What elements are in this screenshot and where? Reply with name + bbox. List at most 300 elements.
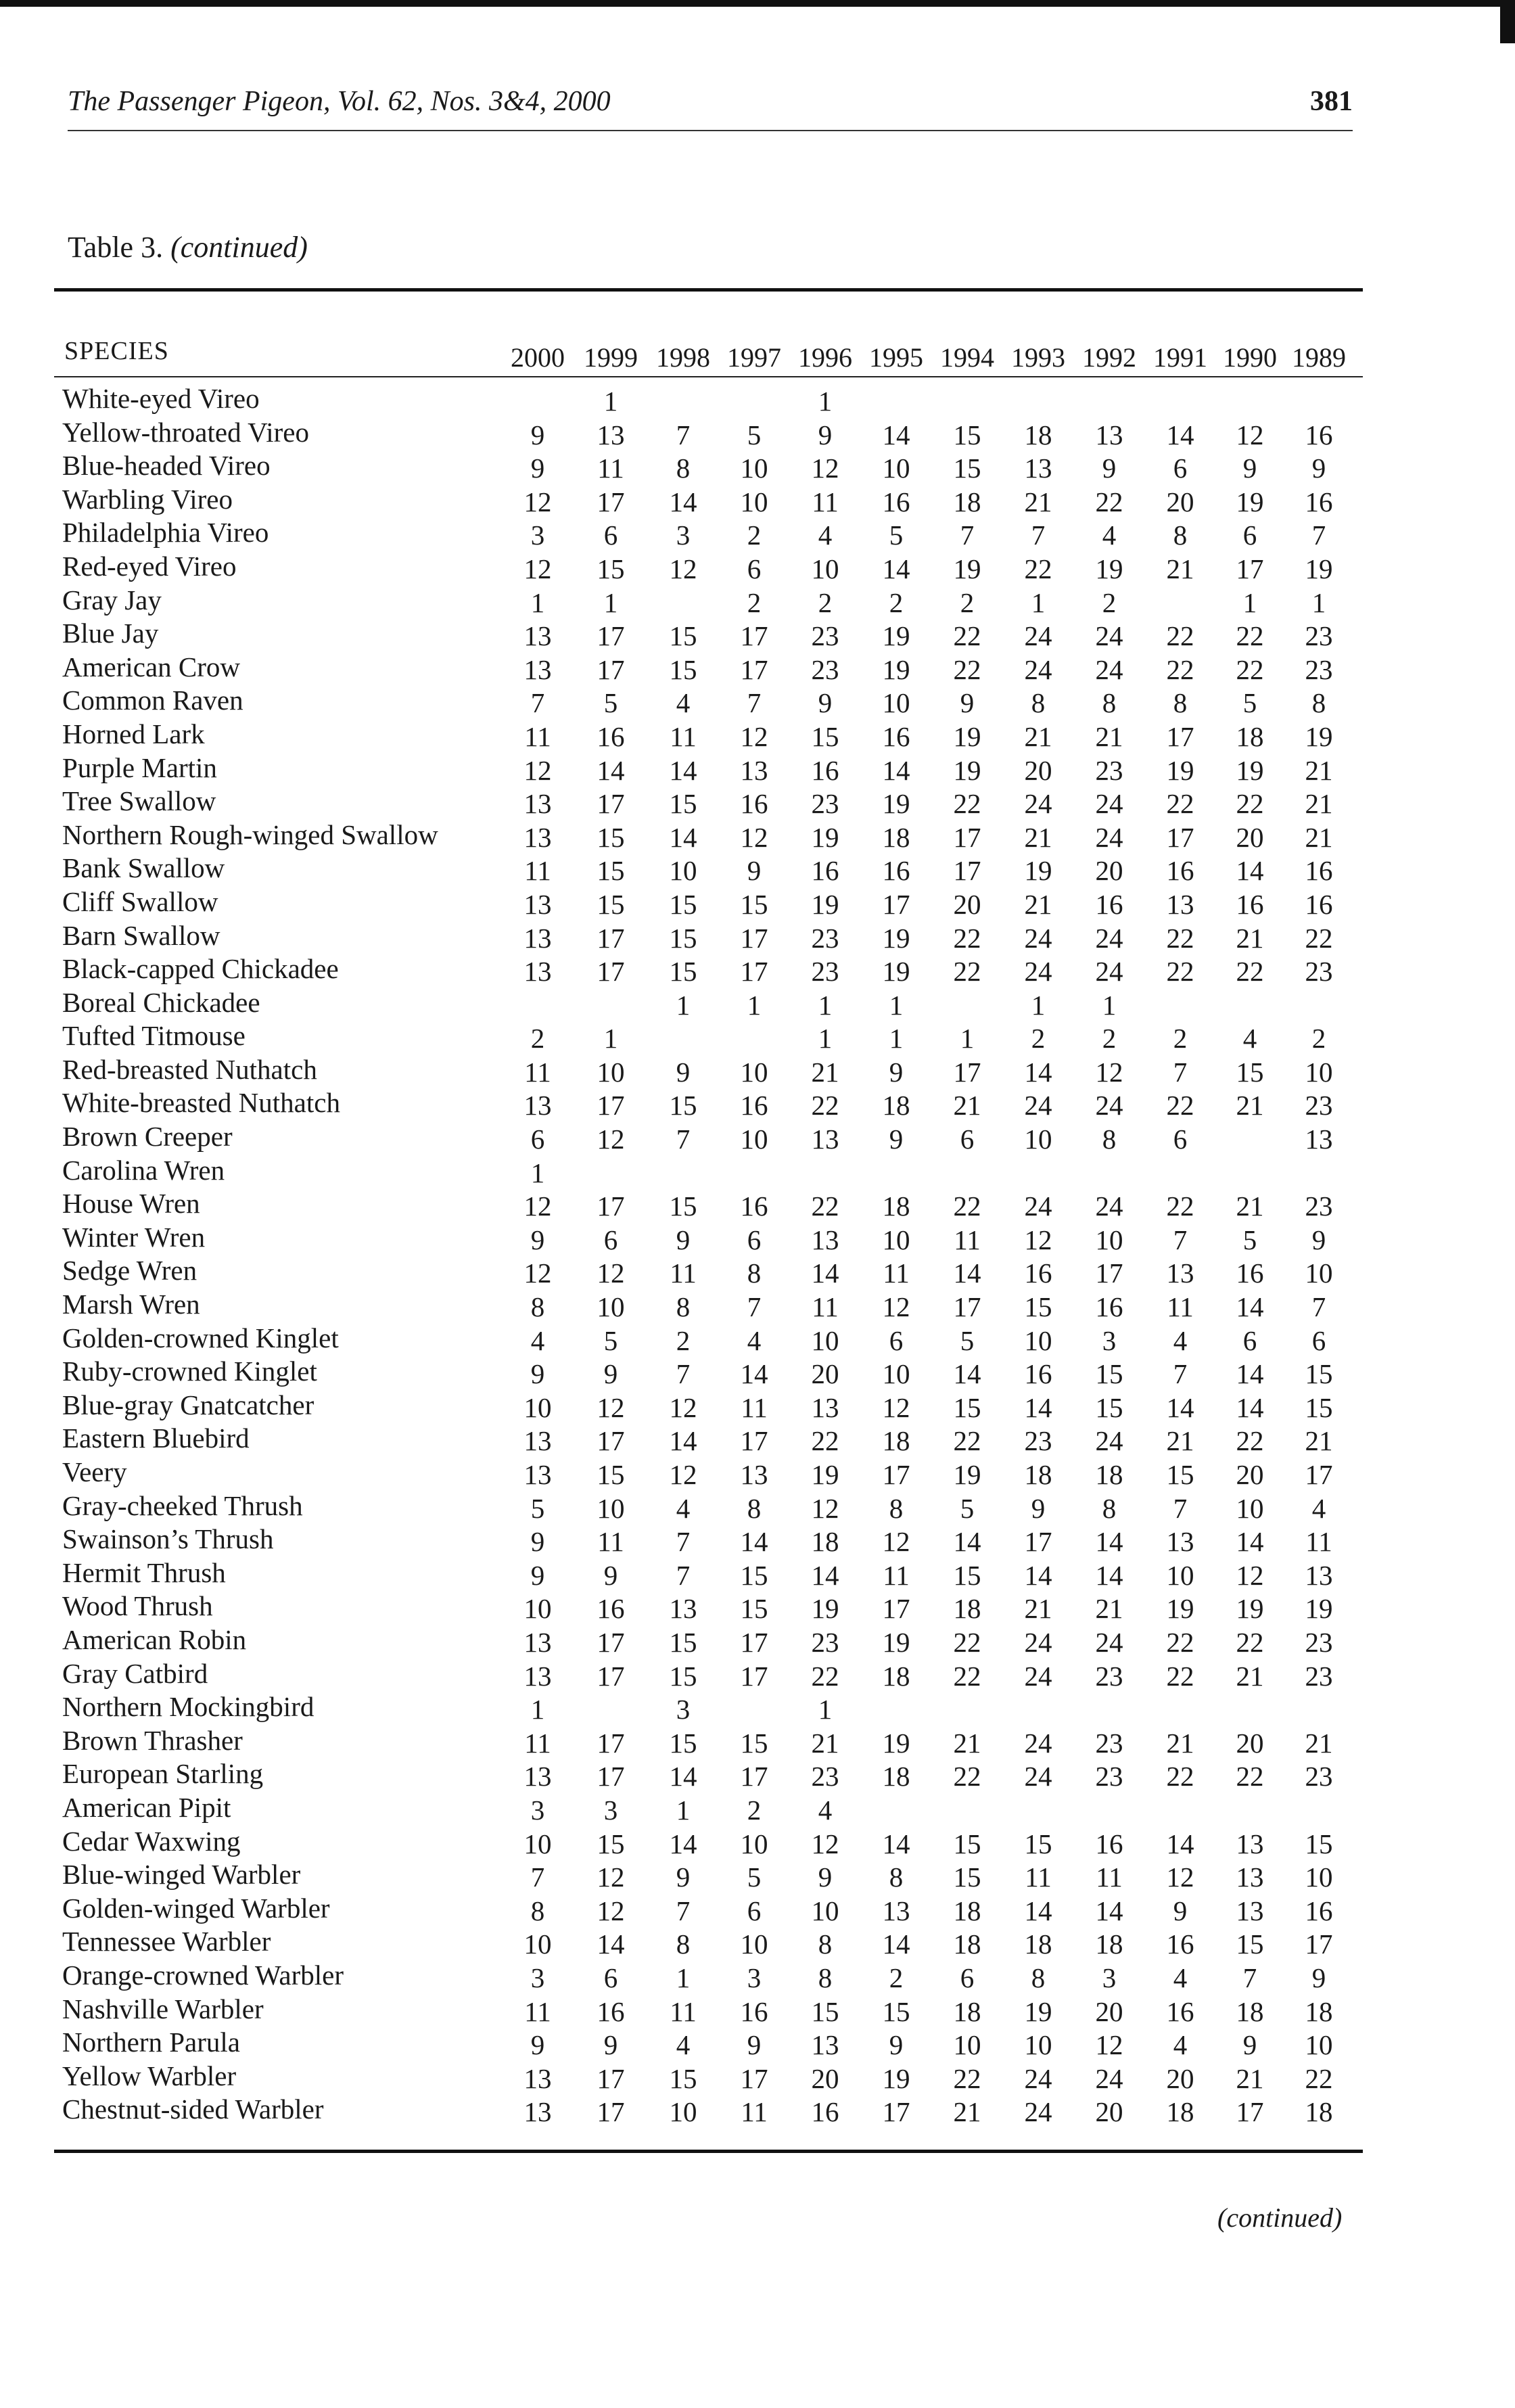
count-cell: 17 — [953, 855, 981, 887]
count-cell: 12 — [523, 1257, 552, 1289]
year-header: 1990 — [1223, 342, 1277, 373]
count-cell: 23 — [1305, 653, 1333, 685]
count-cell: 9 — [818, 1861, 833, 1893]
species-name: White-eyed Vireo — [62, 383, 260, 414]
count-cell: 14 — [1236, 855, 1264, 887]
count-cell: 21 — [1095, 720, 1123, 752]
count-cell: 3 — [603, 1794, 618, 1826]
count-cell: 15 — [953, 1861, 981, 1893]
table-row — [54, 1657, 1363, 1691]
table-row — [54, 818, 1363, 852]
count-cell: 14 — [1166, 1391, 1194, 1423]
count-cell: 9 — [1311, 453, 1326, 484]
count-cell: 19 — [882, 1626, 910, 1658]
count-cell: 22 — [811, 1425, 839, 1457]
table-row — [54, 1959, 1363, 1993]
count-cell: 16 — [1305, 419, 1333, 450]
count-cell: 14 — [882, 419, 910, 450]
count-cell: 22 — [1166, 1660, 1194, 1692]
species-name: Blue-winged Warbler — [62, 1859, 301, 1891]
count-cell: 5 — [603, 1324, 618, 1356]
count-cell: 14 — [1095, 1526, 1123, 1558]
table-row — [54, 1590, 1363, 1623]
count-cell: 7 — [1242, 1962, 1257, 1993]
count-cell: 24 — [1024, 1660, 1052, 1692]
count-cell: 4 — [676, 1492, 691, 1524]
count-cell: 18 — [1095, 1928, 1123, 1960]
table-row — [54, 1489, 1363, 1523]
count-cell: 2 — [1173, 1023, 1188, 1055]
count-cell: 16 — [1236, 1257, 1264, 1289]
count-cell: 10 — [882, 1224, 910, 1255]
count-cell: 18 — [882, 1425, 910, 1457]
count-cell: 20 — [1236, 1459, 1264, 1490]
count-cell: 2 — [1311, 1023, 1326, 1055]
count-cell: 16 — [811, 855, 839, 887]
count-cell: 15 — [811, 1995, 839, 2027]
journal-title: The Passenger Pigeon, Vol. 62, Nos. 3&4, 2000 — [68, 86, 611, 117]
species-name: Blue-gray Gnatcatcher — [62, 1389, 314, 1420]
count-cell: 22 — [953, 1660, 981, 1692]
species-name: Nashville Warbler — [62, 1993, 264, 2024]
count-cell: 9 — [530, 1526, 545, 1558]
count-cell: 20 — [1095, 1995, 1123, 2027]
count-cell: 18 — [953, 486, 981, 517]
count-cell: 10 — [740, 453, 768, 484]
count-cell: 23 — [1305, 1660, 1333, 1692]
table-row — [54, 1019, 1363, 1053]
count-cell: 2 — [747, 1794, 762, 1826]
table-row — [54, 483, 1363, 517]
count-cell: 23 — [811, 653, 839, 685]
species-name: Barn Swallow — [62, 919, 220, 951]
count-cell: 23 — [811, 1626, 839, 1658]
count-cell: 18 — [882, 821, 910, 853]
table-caption — [68, 230, 308, 264]
table-row — [54, 1791, 1363, 1825]
year-header: 1989 — [1292, 342, 1346, 373]
count-cell: 11 — [524, 720, 551, 752]
count-cell: 4 — [747, 1324, 762, 1356]
count-cell: 5 — [960, 1492, 975, 1524]
count-cell: 22 — [1236, 1761, 1264, 1792]
table-row — [54, 1757, 1363, 1791]
count-cell: 9 — [603, 1559, 618, 1591]
count-cell: 24 — [1095, 1190, 1123, 1222]
count-cell: 12 — [1024, 1224, 1052, 1255]
count-cell: 19 — [811, 1593, 839, 1625]
count-cell: 17 — [597, 1727, 625, 1759]
count-cell: 5 — [747, 419, 762, 450]
count-cell: 16 — [1024, 1358, 1052, 1390]
count-cell: 12 — [882, 1291, 910, 1323]
count-cell: 15 — [669, 1660, 697, 1692]
species-name: Blue Jay — [62, 618, 159, 649]
count-cell: 9 — [1311, 1224, 1326, 1255]
count-cell: 20 — [1236, 1727, 1264, 1759]
count-cell: 5 — [889, 519, 904, 551]
count-cell: 17 — [740, 1425, 768, 1457]
count-cell: 21 — [1236, 1090, 1264, 1121]
count-cell: 14 — [953, 1526, 981, 1558]
count-cell: 22 — [1236, 620, 1264, 652]
count-cell: 10 — [882, 687, 910, 719]
count-cell: 9 — [1242, 2029, 1257, 2061]
count-cell: 9 — [603, 1358, 618, 1390]
table-row — [54, 1623, 1363, 1657]
count-cell: 13 — [882, 1895, 910, 1926]
table-row — [54, 718, 1363, 751]
continued-note: (continued) — [1217, 2202, 1343, 2233]
year-header: 1992 — [1082, 342, 1136, 373]
count-cell: 2 — [747, 586, 762, 618]
count-cell: 23 — [1095, 1761, 1123, 1792]
count-cell: 16 — [597, 1593, 625, 1625]
count-cell: 20 — [1095, 2096, 1123, 2128]
count-cell: 17 — [740, 620, 768, 652]
count-cell: 17 — [953, 821, 981, 853]
count-cell: 17 — [597, 2096, 625, 2128]
count-cell: 18 — [1305, 1995, 1333, 2027]
count-cell: 9 — [889, 2029, 904, 2061]
count-cell: 1 — [530, 1694, 545, 1726]
count-cell: 18 — [953, 1995, 981, 2027]
count-cell: 14 — [1166, 419, 1194, 450]
count-cell: 1 — [1031, 989, 1046, 1021]
count-cell: 5 — [1242, 1224, 1257, 1255]
count-cell: 21 — [1024, 720, 1052, 752]
count-cell: 14 — [1236, 1291, 1264, 1323]
species-name: Gray-cheeked Thrush — [62, 1489, 303, 1521]
count-cell: 9 — [676, 1861, 691, 1893]
count-cell: 10 — [523, 1593, 552, 1625]
year-header: 1995 — [869, 342, 923, 373]
species-name: Ruby-crowned Kinglet — [62, 1356, 317, 1387]
count-cell: 16 — [882, 486, 910, 517]
count-cell: 13 — [523, 653, 552, 685]
count-cell: 13 — [523, 821, 552, 853]
count-cell: 7 — [1031, 519, 1046, 551]
count-cell: 12 — [882, 1391, 910, 1423]
count-cell: 17 — [597, 1425, 625, 1457]
count-cell: 22 — [1236, 788, 1264, 820]
count-cell: 21 — [1236, 1190, 1264, 1222]
count-cell: 19 — [1166, 1593, 1194, 1625]
species-name: Purple Martin — [62, 751, 217, 783]
count-cell: 9 — [530, 2029, 545, 2061]
count-cell: 10 — [811, 1324, 839, 1356]
table-row — [54, 1422, 1363, 1456]
count-cell: 11 — [524, 855, 551, 887]
count-cell: 19 — [1024, 855, 1052, 887]
count-cell: 13 — [523, 1626, 552, 1658]
count-cell: 12 — [597, 1257, 625, 1289]
count-cell: 10 — [1024, 1324, 1052, 1356]
count-cell: 10 — [1166, 1559, 1194, 1591]
count-cell: 20 — [1166, 2062, 1194, 2094]
count-cell: 23 — [1095, 1660, 1123, 1692]
count-cell: 17 — [953, 1056, 981, 1088]
count-cell: 22 — [1095, 486, 1123, 517]
count-cell: 7 — [1311, 1291, 1326, 1323]
count-cell: 23 — [1305, 956, 1333, 988]
count-cell: 4 — [676, 687, 691, 719]
count-cell: 16 — [1166, 855, 1194, 887]
count-cell: 14 — [1024, 1559, 1052, 1591]
count-cell: 1 — [818, 1023, 833, 1055]
species-name: Philadelphia Vireo — [62, 517, 269, 549]
count-cell: 17 — [882, 1593, 910, 1625]
count-cell: 24 — [1095, 1090, 1123, 1121]
table-top-rule — [54, 288, 1363, 292]
count-cell: 12 — [523, 754, 552, 786]
count-cell: 13 — [1095, 419, 1123, 450]
count-cell: 15 — [669, 653, 697, 685]
year-header: 1994 — [940, 342, 994, 373]
count-cell: 2 — [889, 586, 904, 618]
species-name: Yellow-throated Vireo — [62, 416, 309, 448]
count-cell: 13 — [1166, 1526, 1194, 1558]
species-name: Common Raven — [62, 685, 243, 716]
count-cell: 17 — [882, 888, 910, 920]
count-cell: 7 — [676, 1559, 691, 1591]
count-cell: 24 — [1024, 1190, 1052, 1222]
count-cell: 21 — [1305, 788, 1333, 820]
table-header-rule — [54, 376, 1363, 377]
count-cell: 9 — [818, 687, 833, 719]
count-cell: 10 — [597, 1492, 625, 1524]
count-cell: 10 — [523, 1928, 552, 1960]
count-cell: 22 — [1024, 553, 1052, 584]
count-cell: 14 — [740, 1526, 768, 1558]
species-name: Northern Rough-winged Swallow — [62, 818, 438, 850]
count-cell: 7 — [676, 419, 691, 450]
count-cell: 24 — [1095, 2062, 1123, 2094]
count-cell: 18 — [953, 1928, 981, 1960]
count-cell: 15 — [597, 821, 625, 853]
count-cell: 23 — [811, 788, 839, 820]
species-name: Orange-crowned Warbler — [62, 1959, 344, 1991]
count-cell: 9 — [960, 687, 975, 719]
count-cell: 18 — [1305, 2096, 1333, 2128]
count-cell: 24 — [1095, 821, 1123, 853]
count-cell: 10 — [523, 1828, 552, 1859]
count-cell: 8 — [889, 1492, 904, 1524]
count-cell: 14 — [811, 1559, 839, 1591]
count-cell: 17 — [597, 620, 625, 652]
count-cell: 13 — [1236, 1895, 1264, 1926]
page-number: 381 — [1310, 86, 1353, 117]
table-row — [54, 1120, 1363, 1154]
count-cell: 14 — [740, 1358, 768, 1390]
species-name: Bank Swallow — [62, 852, 225, 884]
count-cell: 12 — [669, 553, 697, 584]
year-header: 1996 — [798, 342, 852, 373]
count-cell: 8 — [747, 1492, 762, 1524]
count-cell: 15 — [1095, 1358, 1123, 1390]
species-name: Marsh Wren — [62, 1289, 200, 1320]
count-cell: 22 — [953, 1190, 981, 1222]
count-cell: 14 — [669, 486, 697, 517]
count-cell: 8 — [676, 1928, 691, 1960]
count-cell: 4 — [1102, 519, 1117, 551]
count-cell: 15 — [669, 620, 697, 652]
table-row — [54, 952, 1363, 986]
count-cell: 3 — [676, 1694, 691, 1726]
count-cell: 16 — [740, 1090, 768, 1121]
count-cell: 6 — [1311, 1324, 1326, 1356]
count-cell: 5 — [530, 1492, 545, 1524]
count-cell: 15 — [1236, 1928, 1264, 1960]
count-cell: 18 — [1095, 1459, 1123, 1490]
table-row — [54, 1086, 1363, 1120]
count-cell: 14 — [1236, 1391, 1264, 1423]
count-cell: 23 — [1305, 1190, 1333, 1222]
count-cell: 21 — [1305, 1425, 1333, 1457]
count-cell: 22 — [811, 1090, 839, 1121]
count-cell: 20 — [811, 1358, 839, 1390]
count-cell: 15 — [1236, 1056, 1264, 1088]
table-label: Table 3. — [68, 231, 164, 264]
count-cell: 6 — [1173, 453, 1188, 484]
count-cell: 13 — [523, 1459, 552, 1490]
count-cell: 13 — [1236, 1861, 1264, 1893]
count-cell: 8 — [889, 1861, 904, 1893]
count-cell: 24 — [1095, 620, 1123, 652]
count-cell: 3 — [530, 519, 545, 551]
count-cell: 17 — [740, 922, 768, 954]
table-body — [54, 382, 1363, 2127]
count-cell: 12 — [740, 821, 768, 853]
count-cell: 19 — [953, 1459, 981, 1490]
count-cell: 14 — [1024, 1056, 1052, 1088]
count-cell: 17 — [740, 1626, 768, 1658]
count-cell: 6 — [747, 1224, 762, 1255]
species-name: European Starling — [62, 1758, 264, 1790]
count-cell: 14 — [669, 754, 697, 786]
count-cell: 19 — [1236, 486, 1264, 517]
count-cell: 16 — [597, 720, 625, 752]
count-cell: 17 — [597, 1761, 625, 1792]
table-header — [54, 335, 1363, 375]
count-cell: 13 — [523, 1090, 552, 1121]
count-cell: 24 — [1095, 788, 1123, 820]
count-cell: 16 — [811, 754, 839, 786]
table-row — [54, 651, 1363, 685]
count-cell: 22 — [953, 1626, 981, 1658]
count-cell: 23 — [1305, 620, 1333, 652]
count-cell: 11 — [670, 1995, 697, 2027]
count-cell: 22 — [1305, 922, 1333, 954]
count-cell: 15 — [669, 888, 697, 920]
count-cell: 22 — [811, 1190, 839, 1222]
count-cell: 7 — [1173, 1056, 1188, 1088]
species-name: Cliff Swallow — [62, 885, 218, 917]
table-row — [54, 1690, 1363, 1724]
count-cell: 16 — [740, 788, 768, 820]
count-cell: 22 — [953, 1425, 981, 1457]
count-cell: 10 — [669, 2096, 697, 2128]
count-cell: 22 — [1166, 1626, 1194, 1658]
species-name: Red-eyed Vireo — [62, 550, 237, 582]
count-cell: 6 — [747, 553, 762, 584]
species-name: Red-breasted Nuthatch — [62, 1053, 317, 1085]
species-name: Carolina Wren — [62, 1154, 225, 1186]
count-cell: 7 — [1173, 1492, 1188, 1524]
count-cell: 15 — [597, 888, 625, 920]
count-cell: 24 — [1024, 922, 1052, 954]
count-cell: 23 — [811, 922, 839, 954]
count-cell: 2 — [1102, 1023, 1117, 1055]
count-cell: 10 — [597, 1056, 625, 1088]
count-cell: 3 — [530, 1794, 545, 1826]
count-cell: 23 — [1305, 1090, 1333, 1121]
species-name: Warbling Vireo — [62, 483, 233, 515]
count-cell: 13 — [523, 620, 552, 652]
count-cell: 15 — [811, 720, 839, 752]
species-name: Yellow Warbler — [62, 2060, 237, 2091]
count-cell: 13 — [523, 2096, 552, 2128]
count-cell: 22 — [1166, 1761, 1194, 1792]
count-cell: 17 — [597, 922, 625, 954]
species-name: Wood Thrush — [62, 1590, 213, 1622]
species-name: Brown Creeper — [62, 1121, 233, 1153]
count-cell: 21 — [1236, 1660, 1264, 1692]
count-cell: 17 — [740, 1660, 768, 1692]
count-cell: 14 — [1236, 1358, 1264, 1390]
count-cell: 16 — [1236, 888, 1264, 920]
count-cell: 17 — [597, 1090, 625, 1121]
count-cell: 12 — [811, 1492, 839, 1524]
count-cell: 19 — [882, 620, 910, 652]
table-row — [54, 2093, 1363, 2127]
table-row — [54, 550, 1363, 584]
count-cell: 16 — [882, 855, 910, 887]
count-cell: 21 — [1236, 922, 1264, 954]
count-cell: 17 — [597, 956, 625, 988]
count-cell: 11 — [670, 1257, 697, 1289]
count-cell: 15 — [597, 1459, 625, 1490]
count-cell: 15 — [740, 888, 768, 920]
table-row — [54, 1221, 1363, 1255]
count-cell: 19 — [1024, 1995, 1052, 2027]
count-cell: 18 — [811, 1526, 839, 1558]
count-cell: 8 — [1102, 687, 1117, 719]
count-cell: 16 — [597, 1995, 625, 2027]
count-cell: 4 — [1311, 1492, 1326, 1524]
table-row — [54, 1925, 1363, 1959]
species-name: Gray Jay — [62, 584, 162, 616]
count-cell: 13 — [597, 419, 625, 450]
table-row — [54, 1187, 1363, 1221]
count-cell: 19 — [953, 720, 981, 752]
count-cell: 7 — [530, 687, 545, 719]
count-cell: 16 — [1305, 486, 1333, 517]
count-cell: 21 — [953, 2096, 981, 2128]
count-cell: 8 — [818, 1928, 833, 1960]
count-cell: 21 — [953, 1727, 981, 1759]
count-cell: 21 — [811, 1727, 839, 1759]
count-cell: 13 — [1305, 1124, 1333, 1155]
count-cell: 4 — [1173, 1962, 1188, 1993]
table-row — [54, 751, 1363, 785]
count-cell: 17 — [1024, 1526, 1052, 1558]
count-cell: 14 — [882, 1928, 910, 1960]
count-cell: 11 — [741, 2096, 768, 2128]
count-cell: 19 — [811, 821, 839, 853]
count-cell: 1 — [960, 1023, 975, 1055]
count-cell: 19 — [882, 788, 910, 820]
